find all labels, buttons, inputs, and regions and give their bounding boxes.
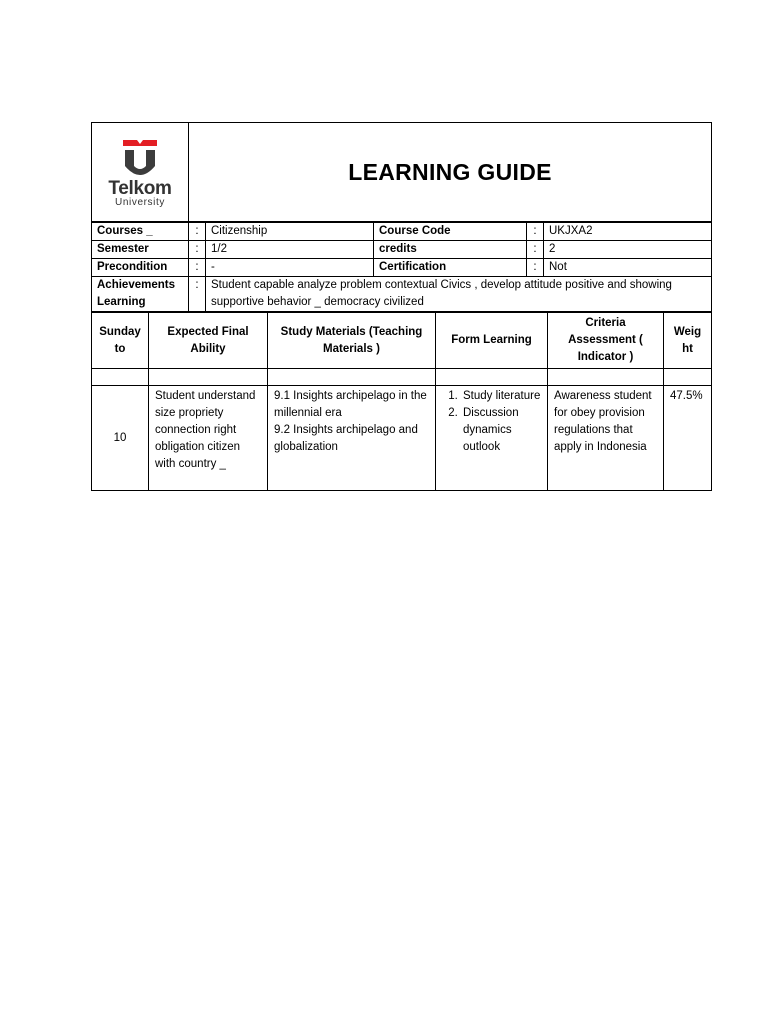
row-materials — [268, 386, 436, 491]
colon: : — [527, 223, 544, 241]
logo-brand-text: Telkom — [108, 178, 172, 199]
learning-guide-document — [91, 122, 712, 491]
colon: : — [189, 277, 206, 312]
table-row — [92, 386, 712, 491]
form-item-1: 1. Study literature — [461, 388, 541, 405]
document-title: LEARNING GUIDE — [189, 123, 712, 222]
precondition-value: - — [206, 259, 374, 277]
logo-cell — [92, 123, 189, 222]
header-form: Form Learning — [436, 313, 548, 369]
logo-sub-text: University — [115, 197, 165, 208]
header-criteria: Criteria Assessment ( Indicator ) — [548, 313, 664, 369]
achievements-value: Student capable analyze problem contextual Civics , develop attitude positive and showing supportive behavior _ democracy civilized — [206, 277, 712, 312]
colon: : — [189, 223, 206, 241]
courses-label: Courses _ — [92, 223, 189, 241]
header-materials: Study Materials (Teaching Materials ) — [268, 313, 436, 369]
header-table — [91, 122, 712, 222]
colon: : — [527, 241, 544, 259]
precondition-label: Precondition — [92, 259, 189, 277]
row-form — [436, 386, 548, 491]
form-list — [442, 388, 541, 456]
certification-label: Certification — [374, 259, 527, 277]
semester-value: 1/2 — [206, 241, 374, 259]
course-code-label: Course Code — [374, 223, 527, 241]
telkom-university-logo — [115, 136, 165, 180]
form-item-2: 2. Discussion dynamics outlook — [461, 405, 541, 456]
learning-plan-table — [91, 312, 712, 491]
spacer-row — [92, 369, 712, 386]
row-criteria: Awareness student for obey provision regulations that apply in Indonesia — [548, 386, 664, 491]
row-ability: Student understand size propriety connection right obligation citizen with country _ — [149, 386, 268, 491]
colon: : — [527, 259, 544, 277]
materials-item-2: 9.2 Insights archipelago and globalization — [274, 424, 418, 453]
header-ability: Expected Final Ability — [149, 313, 268, 369]
courses-value: Citizenship — [206, 223, 374, 241]
course-info-table — [91, 222, 712, 312]
semester-label: Semester — [92, 241, 189, 259]
course-code-value: UKJXA2 — [544, 223, 712, 241]
header-weight: Weig ht — [664, 313, 712, 369]
credits-value: 2 — [544, 241, 712, 259]
certification-value: Not — [544, 259, 712, 277]
materials-item-1: 9.1 Insights archipelago in the millennial era — [274, 390, 427, 419]
achievements-label: Achievements Learning — [92, 277, 189, 312]
credits-label: credits — [374, 241, 527, 259]
colon: : — [189, 259, 206, 277]
header-sunday: Sunday to — [92, 313, 149, 369]
colon: : — [189, 241, 206, 259]
row-sunday: 10 — [92, 386, 149, 491]
row-weight: 47.5% — [664, 386, 712, 491]
